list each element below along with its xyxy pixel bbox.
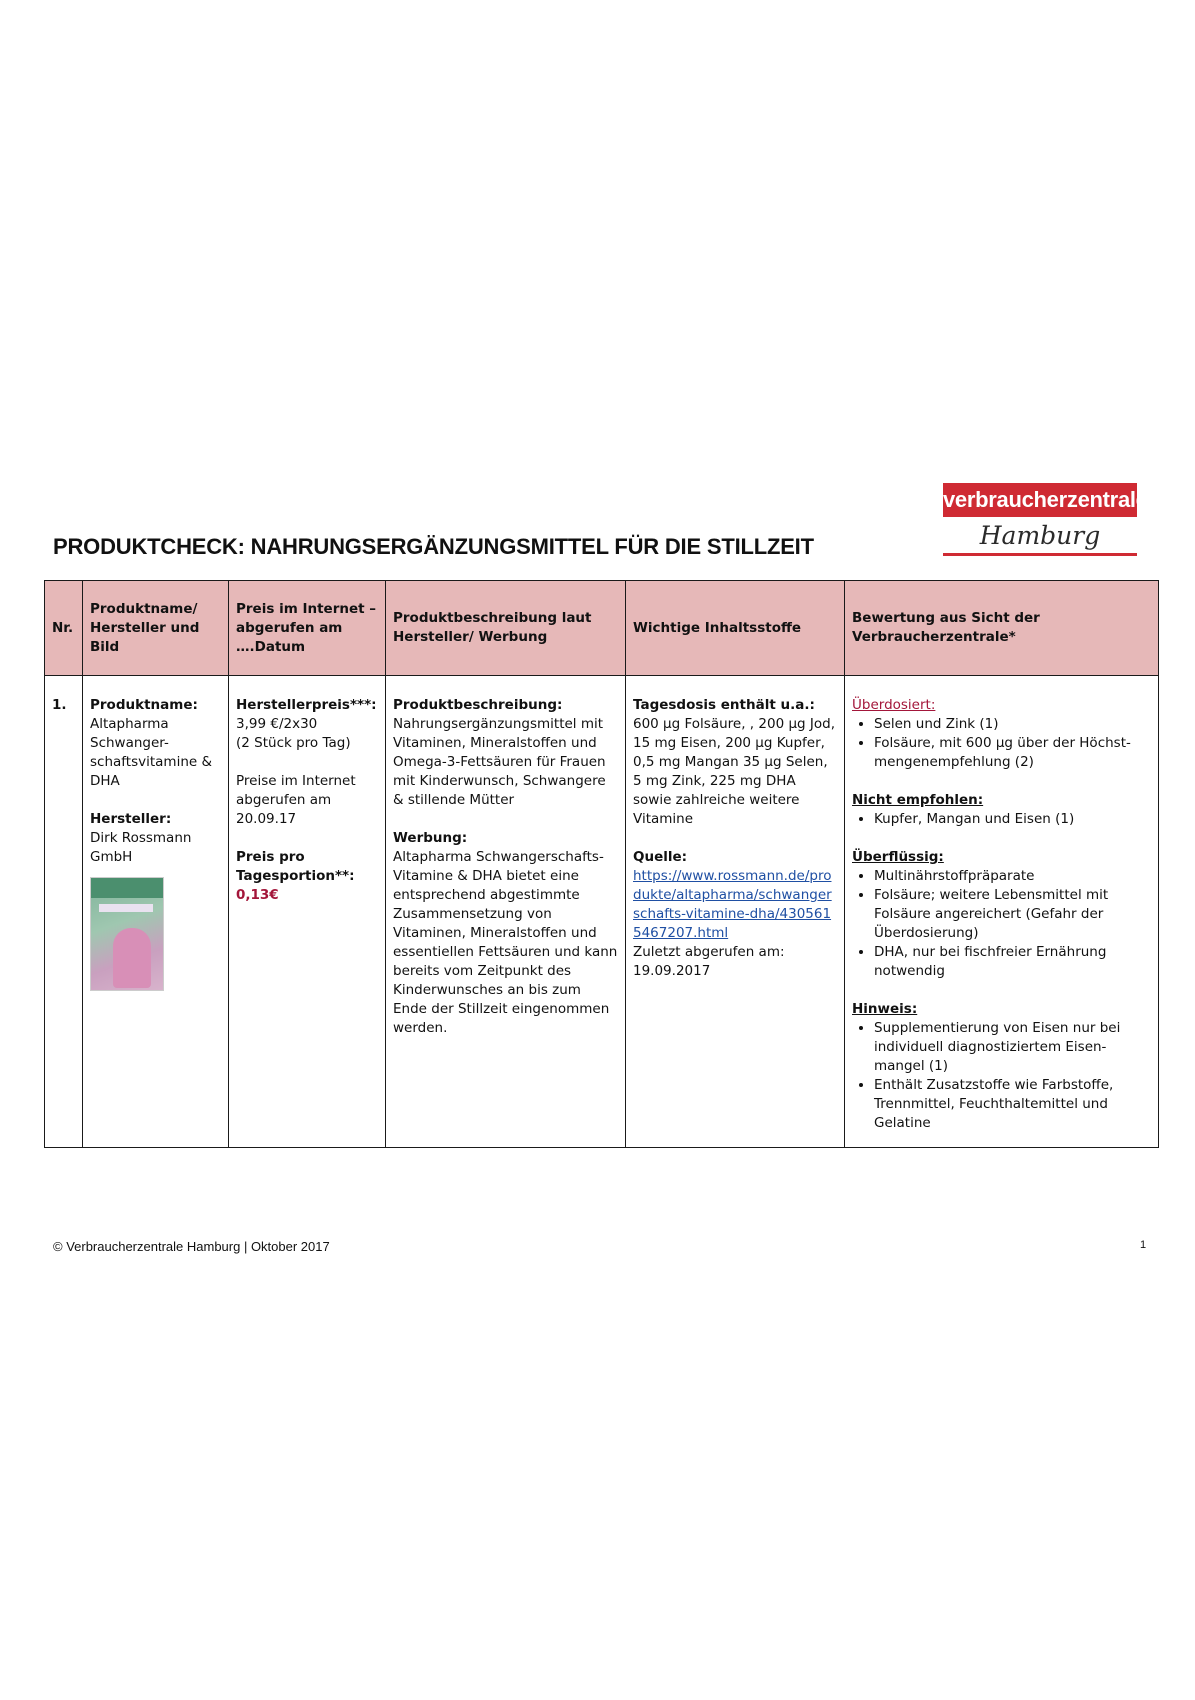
list-item: • Multinährstoffpräparate — [874, 867, 1151, 886]
page-number: 1 — [1140, 1239, 1147, 1251]
advertising-label: Werbung: — [393, 830, 468, 846]
logo-wordmark: verbraucherzentrale — [943, 483, 1137, 517]
table-row — [45, 676, 1159, 1148]
product-table — [44, 580, 1159, 1148]
daily-price: 0,13€ — [236, 887, 279, 903]
header-description: Produktbeschreibung laut Hersteller/ Werbung — [386, 581, 626, 676]
cell-product — [83, 676, 229, 1148]
list-item: • Folsäure, mit 600 µg über der Höchst-mengenempfehlung (2) — [874, 734, 1151, 772]
price-retrieved: Preise im Internet abgerufen am 20.09.17 — [236, 773, 356, 827]
product-name: Altapharma Schwanger-schaftsvitamine & DHA — [90, 716, 213, 789]
cell-ingredients — [626, 676, 845, 1148]
list-item: • Supplementierung von Eisen nur bei individuell diagnostiziertem Eisen-mangel (1) — [874, 1019, 1151, 1076]
header-ingredients: Wichtige Inhaltsstoffe — [626, 581, 845, 676]
not-recommended-list — [852, 810, 1151, 829]
maker-name: Dirk Rossmann GmbH — [90, 830, 192, 865]
header-nr: Nr. — [45, 581, 83, 676]
daily-price-label: Preis pro Tagesportion**: — [236, 849, 355, 884]
daily-dose-text: 600 µg Folsäure, , 200 µg Jod, 15 mg Eisen, 200 µg Kupfer, 0,5 mg Mangan 35 µg Selen, 5 mg Zink, 225 mg DHA sowie zahlreiche weitere Vitamine — [633, 716, 835, 827]
header-price: Preis im Internet – abgerufen am ….Datum — [229, 581, 386, 676]
superfluous-label: Überflüssig: — [852, 849, 944, 865]
note-list — [852, 1019, 1151, 1133]
header-rating: Bewertung aus Sicht der Verbraucherzentrale* — [845, 581, 1159, 676]
advertising-text: Altapharma Schwangerschafts-Vitamine & DHA bietet eine entsprechend abgestimmte Zusammensetzung von Vitaminen, Mineralstoffen und essentiellen Fettsäuren und kann bereits vom Zeitpunkt des Kinderwunsches an bis zum Ende der Stillzeit eingenommen werden. — [393, 849, 618, 1036]
overdosed-label: Überdosiert: — [852, 697, 936, 713]
maker-price: 3,99 €/2x30 — [236, 716, 318, 732]
daily-dose-label: Tagesdosis enthält u.a.: — [633, 697, 815, 713]
description-text: Nahrungsergänzungsmittel mit Vitaminen, Mineralstoffen und Omega-3-Fettsäuren für Frauen mit Kinderwunsch, Schwangere & stillende Mütter — [393, 716, 606, 808]
source-label: Quelle: — [633, 849, 688, 865]
not-recommended-label: Nicht empfohlen: — [852, 792, 984, 808]
list-item: • DHA, nur bei fischfreier Ernährung notwendig — [874, 943, 1151, 981]
logo-city: Hamburg — [979, 521, 1101, 550]
overdosed-list — [852, 715, 1151, 772]
cell-rating — [845, 676, 1159, 1148]
table-header-row — [45, 581, 1159, 676]
description-label: Produktbeschreibung: — [393, 697, 563, 713]
note-label: Hinweis: — [852, 1001, 918, 1017]
cell-price — [229, 676, 386, 1148]
logo — [943, 483, 1148, 556]
source-retrieved: Zuletzt abgerufen am: 19.09.2017 — [633, 944, 785, 979]
cell-nr: 1. — [45, 676, 83, 1148]
list-item: • Enthält Zusatzstoffe wie Farbstoffe, Trennmittel, Feuchthaltemittel und Gelatine — [874, 1076, 1151, 1133]
source-link[interactable]: https://www.rossmann.de/produkte/altapharma/schwangerschafts-vitamine-dha/4305615467207.html — [633, 868, 832, 941]
dose-info: (2 Stück pro Tag) — [236, 735, 351, 751]
footer-copyright: © Verbraucherzentrale Hamburg | Oktober 2017 — [53, 1239, 330, 1254]
cell-description — [386, 676, 626, 1148]
maker-price-label: Herstellerpreis***: — [236, 697, 377, 713]
logo-underline — [943, 553, 1137, 556]
maker-label: Hersteller: — [90, 811, 172, 827]
superfluous-list — [852, 867, 1151, 981]
list-item: • Kupfer, Mangan und Eisen (1) — [874, 810, 1151, 829]
list-item: • Selen und Zink (1) — [874, 715, 1151, 734]
product-image — [90, 877, 164, 991]
header-product: Produktname/ Hersteller und Bild — [83, 581, 229, 676]
product-name-label: Produktname: — [90, 697, 198, 713]
list-item: • Folsäure; weitere Lebensmittel mit Folsäure angereichert (Gefahr der Überdosierung) — [874, 886, 1151, 943]
page-title: PRODUKTCHECK: NAHRUNGSERGÄNZUNGSMITTEL FÜR DIE STILLZEIT — [53, 534, 814, 559]
